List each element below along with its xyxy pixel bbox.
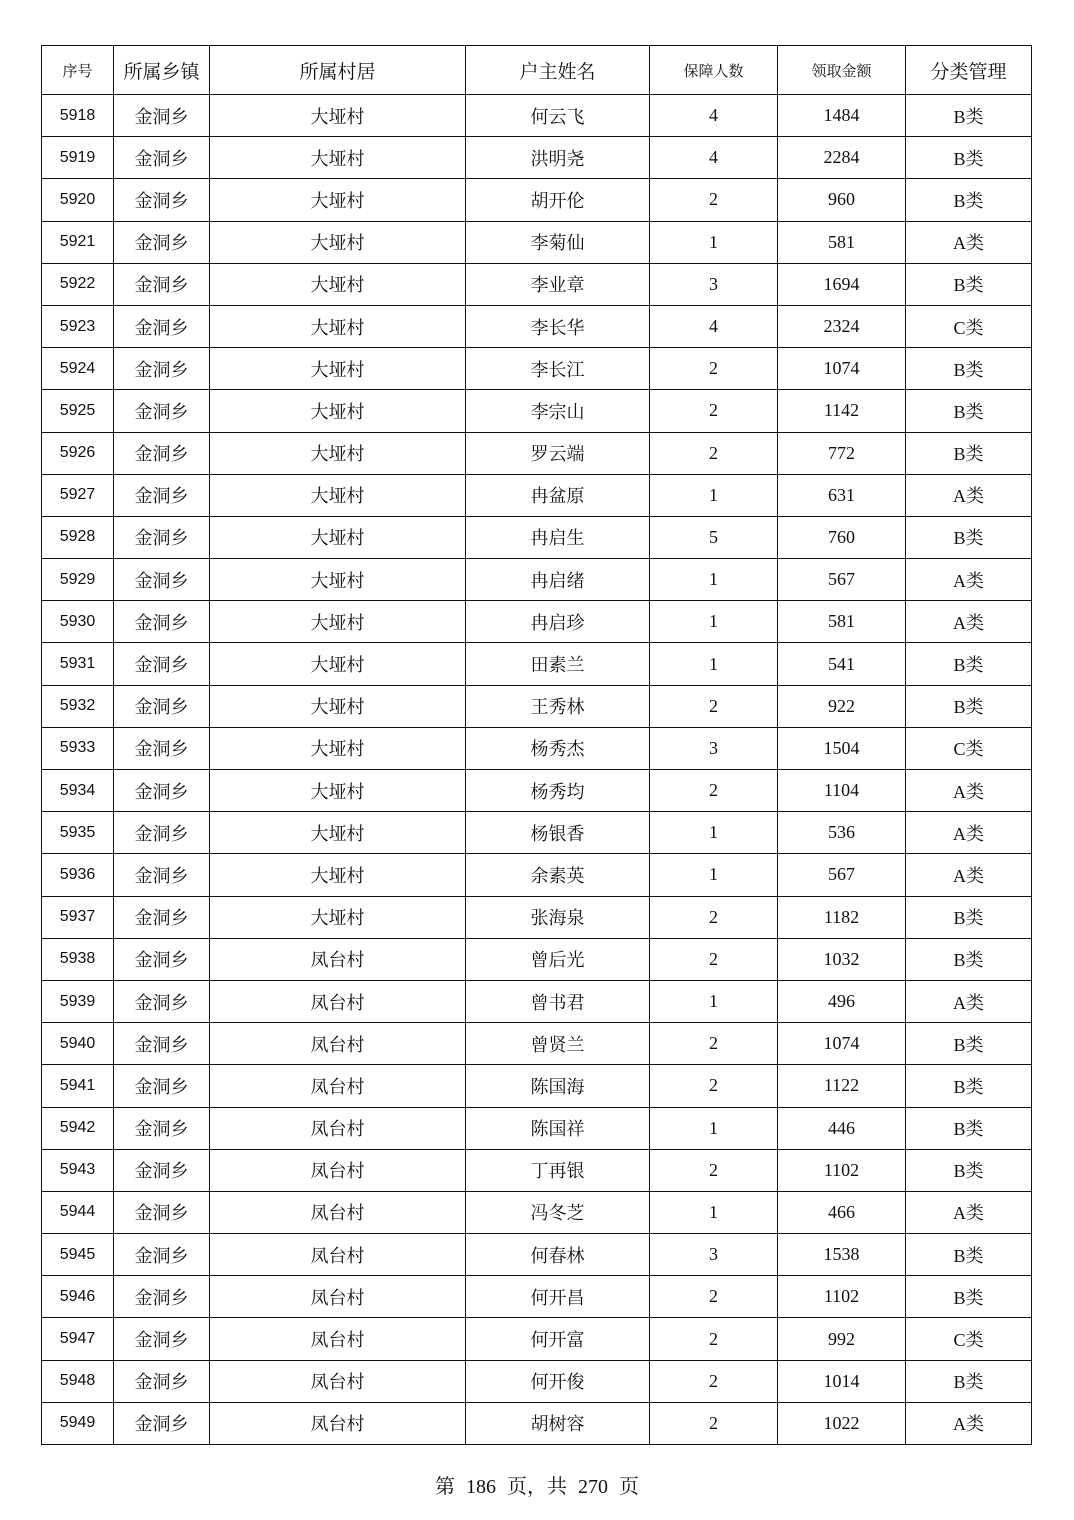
category-cell: B类: [906, 938, 1032, 980]
township-cell: 金洞乡: [114, 938, 210, 980]
householder-name-cell: 丁再银: [466, 1149, 650, 1191]
township-cell: 金洞乡: [114, 1107, 210, 1149]
amount-cell: 1122: [778, 1065, 906, 1107]
table-header: [42, 46, 1032, 95]
householder-name-cell: 李长江: [466, 348, 650, 390]
table-row: [42, 770, 1032, 812]
township-cell: 金洞乡: [114, 305, 210, 347]
serial-number-cell: 5937: [42, 896, 114, 938]
township-cell: 金洞乡: [114, 559, 210, 601]
village-cell: 大垭村: [210, 432, 466, 474]
table-row: [42, 390, 1032, 432]
covered-persons-cell: 4: [650, 137, 778, 179]
covered-persons-cell: 1: [650, 1107, 778, 1149]
header-serial-number: 序号: [42, 46, 114, 95]
covered-persons-cell: 1: [650, 474, 778, 516]
amount-cell: 446: [778, 1107, 906, 1149]
village-cell: 大垭村: [210, 390, 466, 432]
township-cell: 金洞乡: [114, 770, 210, 812]
householder-name-cell: 何开俊: [466, 1360, 650, 1402]
table-row: [42, 221, 1032, 263]
category-cell: B类: [906, 1149, 1032, 1191]
householder-name-cell: 冉启生: [466, 516, 650, 558]
amount-cell: 1102: [778, 1276, 906, 1318]
householder-name-cell: 张海泉: [466, 896, 650, 938]
relief-roster-table: [41, 45, 1032, 1445]
category-cell: A类: [906, 474, 1032, 516]
covered-persons-cell: 1: [650, 221, 778, 263]
township-cell: 金洞乡: [114, 1191, 210, 1233]
township-cell: 金洞乡: [114, 516, 210, 558]
serial-number-cell: 5949: [42, 1402, 114, 1444]
header-village: 所属村居: [210, 46, 466, 95]
serial-number-cell: 5945: [42, 1234, 114, 1276]
covered-persons-cell: 4: [650, 95, 778, 137]
township-cell: 金洞乡: [114, 390, 210, 432]
serial-number-cell: 5931: [42, 643, 114, 685]
table-row: [42, 1234, 1032, 1276]
category-cell: B类: [906, 516, 1032, 558]
header-householder-name: 户主姓名: [466, 46, 650, 95]
amount-cell: 1104: [778, 770, 906, 812]
amount-cell: 567: [778, 559, 906, 601]
village-cell: 凤台村: [210, 1318, 466, 1360]
category-cell: A类: [906, 854, 1032, 896]
householder-name-cell: 杨银香: [466, 812, 650, 854]
village-cell: 凤台村: [210, 1149, 466, 1191]
householder-name-cell: 李长华: [466, 305, 650, 347]
township-cell: 金洞乡: [114, 1149, 210, 1191]
covered-persons-cell: 2: [650, 390, 778, 432]
covered-persons-cell: 2: [650, 1318, 778, 1360]
table-row: [42, 685, 1032, 727]
table-row: [42, 1402, 1032, 1444]
serial-number-cell: 5919: [42, 137, 114, 179]
serial-number-cell: 5942: [42, 1107, 114, 1149]
category-cell: A类: [906, 980, 1032, 1022]
village-cell: 凤台村: [210, 1276, 466, 1318]
householder-name-cell: 胡开伦: [466, 179, 650, 221]
householder-name-cell: 何开昌: [466, 1276, 650, 1318]
householder-name-cell: 王秀林: [466, 685, 650, 727]
category-cell: A类: [906, 559, 1032, 601]
covered-persons-cell: 3: [650, 727, 778, 769]
table-row: [42, 896, 1032, 938]
covered-persons-cell: 2: [650, 179, 778, 221]
table-row: [42, 474, 1032, 516]
householder-name-cell: 李业章: [466, 263, 650, 305]
village-cell: 凤台村: [210, 980, 466, 1022]
table-body: [42, 95, 1032, 1445]
covered-persons-cell: 2: [650, 1360, 778, 1402]
category-cell: B类: [906, 137, 1032, 179]
table-row: [42, 559, 1032, 601]
township-cell: 金洞乡: [114, 727, 210, 769]
amount-cell: 581: [778, 601, 906, 643]
covered-persons-cell: 2: [650, 685, 778, 727]
township-cell: 金洞乡: [114, 1234, 210, 1276]
village-cell: 凤台村: [210, 1234, 466, 1276]
amount-cell: 541: [778, 643, 906, 685]
serial-number-cell: 5926: [42, 432, 114, 474]
serial-number-cell: 5928: [42, 516, 114, 558]
village-cell: 大垭村: [210, 854, 466, 896]
table-row: [42, 938, 1032, 980]
category-cell: B类: [906, 432, 1032, 474]
covered-persons-cell: 2: [650, 1023, 778, 1065]
category-cell: A类: [906, 1402, 1032, 1444]
township-cell: 金洞乡: [114, 179, 210, 221]
township-cell: 金洞乡: [114, 1065, 210, 1107]
covered-persons-cell: 2: [650, 1276, 778, 1318]
village-cell: 大垭村: [210, 221, 466, 263]
category-cell: C类: [906, 727, 1032, 769]
village-cell: 大垭村: [210, 601, 466, 643]
table-row: [42, 1065, 1032, 1107]
table-row: [42, 137, 1032, 179]
table-row: [42, 516, 1032, 558]
category-cell: B类: [906, 643, 1032, 685]
householder-name-cell: 何春林: [466, 1234, 650, 1276]
township-cell: 金洞乡: [114, 601, 210, 643]
amount-cell: 1014: [778, 1360, 906, 1402]
category-cell: A类: [906, 601, 1032, 643]
covered-persons-cell: 2: [650, 1065, 778, 1107]
serial-number-cell: 5943: [42, 1149, 114, 1191]
table-row: [42, 1107, 1032, 1149]
village-cell: 大垭村: [210, 179, 466, 221]
village-cell: 大垭村: [210, 137, 466, 179]
serial-number-cell: 5936: [42, 854, 114, 896]
village-cell: 大垭村: [210, 685, 466, 727]
township-cell: 金洞乡: [114, 1318, 210, 1360]
village-cell: 凤台村: [210, 1402, 466, 1444]
table-row: [42, 601, 1032, 643]
village-cell: 大垭村: [210, 812, 466, 854]
village-cell: 大垭村: [210, 348, 466, 390]
serial-number-cell: 5938: [42, 938, 114, 980]
covered-persons-cell: 2: [650, 432, 778, 474]
header-amount: 领取金额: [778, 46, 906, 95]
serial-number-cell: 5927: [42, 474, 114, 516]
amount-cell: 496: [778, 980, 906, 1022]
category-cell: A类: [906, 221, 1032, 263]
householder-name-cell: 何云飞: [466, 95, 650, 137]
table-row: [42, 95, 1032, 137]
township-cell: 金洞乡: [114, 1360, 210, 1402]
covered-persons-cell: 2: [650, 348, 778, 390]
covered-persons-cell: 1: [650, 643, 778, 685]
township-cell: 金洞乡: [114, 1023, 210, 1065]
amount-cell: 1504: [778, 727, 906, 769]
category-cell: B类: [906, 1360, 1032, 1402]
village-cell: 凤台村: [210, 1065, 466, 1107]
township-cell: 金洞乡: [114, 854, 210, 896]
village-cell: 大垭村: [210, 896, 466, 938]
covered-persons-cell: 1: [650, 980, 778, 1022]
village-cell: 大垭村: [210, 643, 466, 685]
table-row: [42, 305, 1032, 347]
township-cell: 金洞乡: [114, 348, 210, 390]
covered-persons-cell: 2: [650, 1402, 778, 1444]
amount-cell: 1022: [778, 1402, 906, 1444]
amount-cell: 631: [778, 474, 906, 516]
covered-persons-cell: 4: [650, 305, 778, 347]
householder-name-cell: 冉启绪: [466, 559, 650, 601]
amount-cell: 1142: [778, 390, 906, 432]
serial-number-cell: 5920: [42, 179, 114, 221]
covered-persons-cell: 2: [650, 770, 778, 812]
category-cell: B类: [906, 685, 1032, 727]
householder-name-cell: 曾书君: [466, 980, 650, 1022]
householder-name-cell: 曾贤兰: [466, 1023, 650, 1065]
township-cell: 金洞乡: [114, 95, 210, 137]
amount-cell: 581: [778, 221, 906, 263]
township-cell: 金洞乡: [114, 221, 210, 263]
township-cell: 金洞乡: [114, 896, 210, 938]
covered-persons-cell: 2: [650, 1149, 778, 1191]
householder-name-cell: 何开富: [466, 1318, 650, 1360]
category-cell: C类: [906, 305, 1032, 347]
covered-persons-cell: 1: [650, 559, 778, 601]
covered-persons-cell: 1: [650, 854, 778, 896]
amount-cell: 992: [778, 1318, 906, 1360]
serial-number-cell: 5932: [42, 685, 114, 727]
village-cell: 凤台村: [210, 1191, 466, 1233]
header-row: [42, 46, 1032, 95]
householder-name-cell: 田素兰: [466, 643, 650, 685]
village-cell: 大垭村: [210, 305, 466, 347]
township-cell: 金洞乡: [114, 643, 210, 685]
village-cell: 大垭村: [210, 474, 466, 516]
header-category: 分类管理: [906, 46, 1032, 95]
amount-cell: 1074: [778, 348, 906, 390]
amount-cell: 1484: [778, 95, 906, 137]
householder-name-cell: 陈国祥: [466, 1107, 650, 1149]
table-row: [42, 854, 1032, 896]
serial-number-cell: 5929: [42, 559, 114, 601]
householder-name-cell: 冉盆原: [466, 474, 650, 516]
amount-cell: 922: [778, 685, 906, 727]
serial-number-cell: 5918: [42, 95, 114, 137]
header-township: 所属乡镇: [114, 46, 210, 95]
covered-persons-cell: 1: [650, 812, 778, 854]
serial-number-cell: 5935: [42, 812, 114, 854]
table-row: [42, 1149, 1032, 1191]
village-cell: 大垭村: [210, 516, 466, 558]
village-cell: 凤台村: [210, 938, 466, 980]
table-row: [42, 1191, 1032, 1233]
serial-number-cell: 5921: [42, 221, 114, 263]
village-cell: 凤台村: [210, 1023, 466, 1065]
category-cell: B类: [906, 390, 1032, 432]
serial-number-cell: 5923: [42, 305, 114, 347]
header-covered-persons: 保障人数: [650, 46, 778, 95]
category-cell: B类: [906, 1234, 1032, 1276]
category-cell: B类: [906, 263, 1032, 305]
amount-cell: 2324: [778, 305, 906, 347]
serial-number-cell: 5925: [42, 390, 114, 432]
serial-number-cell: 5939: [42, 980, 114, 1022]
amount-cell: 1032: [778, 938, 906, 980]
serial-number-cell: 5946: [42, 1276, 114, 1318]
table-row: [42, 263, 1032, 305]
category-cell: B类: [906, 179, 1032, 221]
category-cell: A类: [906, 770, 1032, 812]
category-cell: A类: [906, 812, 1032, 854]
serial-number-cell: 5947: [42, 1318, 114, 1360]
amount-cell: 567: [778, 854, 906, 896]
amount-cell: 960: [778, 179, 906, 221]
amount-cell: 1694: [778, 263, 906, 305]
township-cell: 金洞乡: [114, 432, 210, 474]
amount-cell: 772: [778, 432, 906, 474]
householder-name-cell: 杨秀杰: [466, 727, 650, 769]
householder-name-cell: 李宗山: [466, 390, 650, 432]
serial-number-cell: 5922: [42, 263, 114, 305]
township-cell: 金洞乡: [114, 1276, 210, 1318]
table-row: [42, 432, 1032, 474]
category-cell: B类: [906, 95, 1032, 137]
serial-number-cell: 5944: [42, 1191, 114, 1233]
householder-name-cell: 冯冬芝: [466, 1191, 650, 1233]
covered-persons-cell: 1: [650, 601, 778, 643]
table-row: [42, 1360, 1032, 1402]
village-cell: 凤台村: [210, 1107, 466, 1149]
township-cell: 金洞乡: [114, 685, 210, 727]
category-cell: B类: [906, 896, 1032, 938]
amount-cell: 1102: [778, 1149, 906, 1191]
table-row: [42, 348, 1032, 390]
serial-number-cell: 5930: [42, 601, 114, 643]
table-row: [42, 1276, 1032, 1318]
township-cell: 金洞乡: [114, 474, 210, 516]
table-row: [42, 727, 1032, 769]
covered-persons-cell: 3: [650, 1234, 778, 1276]
householder-name-cell: 余素英: [466, 854, 650, 896]
category-cell: B类: [906, 1023, 1032, 1065]
covered-persons-cell: 3: [650, 263, 778, 305]
covered-persons-cell: 2: [650, 938, 778, 980]
amount-cell: 2284: [778, 137, 906, 179]
category-cell: A类: [906, 1191, 1032, 1233]
township-cell: 金洞乡: [114, 812, 210, 854]
township-cell: 金洞乡: [114, 1402, 210, 1444]
village-cell: 凤台村: [210, 1360, 466, 1402]
serial-number-cell: 5940: [42, 1023, 114, 1065]
amount-cell: 1182: [778, 896, 906, 938]
township-cell: 金洞乡: [114, 263, 210, 305]
category-cell: B类: [906, 1065, 1032, 1107]
amount-cell: 466: [778, 1191, 906, 1233]
table-row: [42, 643, 1032, 685]
serial-number-cell: 5924: [42, 348, 114, 390]
covered-persons-cell: 5: [650, 516, 778, 558]
householder-name-cell: 洪明尧: [466, 137, 650, 179]
category-cell: B类: [906, 1107, 1032, 1149]
village-cell: 大垭村: [210, 559, 466, 601]
covered-persons-cell: 1: [650, 1191, 778, 1233]
covered-persons-cell: 2: [650, 896, 778, 938]
serial-number-cell: 5948: [42, 1360, 114, 1402]
householder-name-cell: 李菊仙: [466, 221, 650, 263]
amount-cell: 1538: [778, 1234, 906, 1276]
householder-name-cell: 曾后光: [466, 938, 650, 980]
category-cell: B类: [906, 1276, 1032, 1318]
householder-name-cell: 陈国海: [466, 1065, 650, 1107]
township-cell: 金洞乡: [114, 980, 210, 1022]
amount-cell: 760: [778, 516, 906, 558]
table-row: [42, 980, 1032, 1022]
table-row: [42, 1023, 1032, 1065]
amount-cell: 536: [778, 812, 906, 854]
serial-number-cell: 5934: [42, 770, 114, 812]
village-cell: 大垭村: [210, 727, 466, 769]
table-row: [42, 812, 1032, 854]
householder-name-cell: 冉启珍: [466, 601, 650, 643]
village-cell: 大垭村: [210, 770, 466, 812]
category-cell: C类: [906, 1318, 1032, 1360]
householder-name-cell: 胡树容: [466, 1402, 650, 1444]
householder-name-cell: 罗云端: [466, 432, 650, 474]
householder-name-cell: 杨秀均: [466, 770, 650, 812]
category-cell: B类: [906, 348, 1032, 390]
table-row: [42, 179, 1032, 221]
township-cell: 金洞乡: [114, 137, 210, 179]
serial-number-cell: 5933: [42, 727, 114, 769]
amount-cell: 1074: [778, 1023, 906, 1065]
serial-number-cell: 5941: [42, 1065, 114, 1107]
village-cell: 大垭村: [210, 263, 466, 305]
page-footer: 第 186 页，共 270 页: [435, 1476, 639, 1498]
village-cell: 大垭村: [210, 95, 466, 137]
table-row: [42, 1318, 1032, 1360]
